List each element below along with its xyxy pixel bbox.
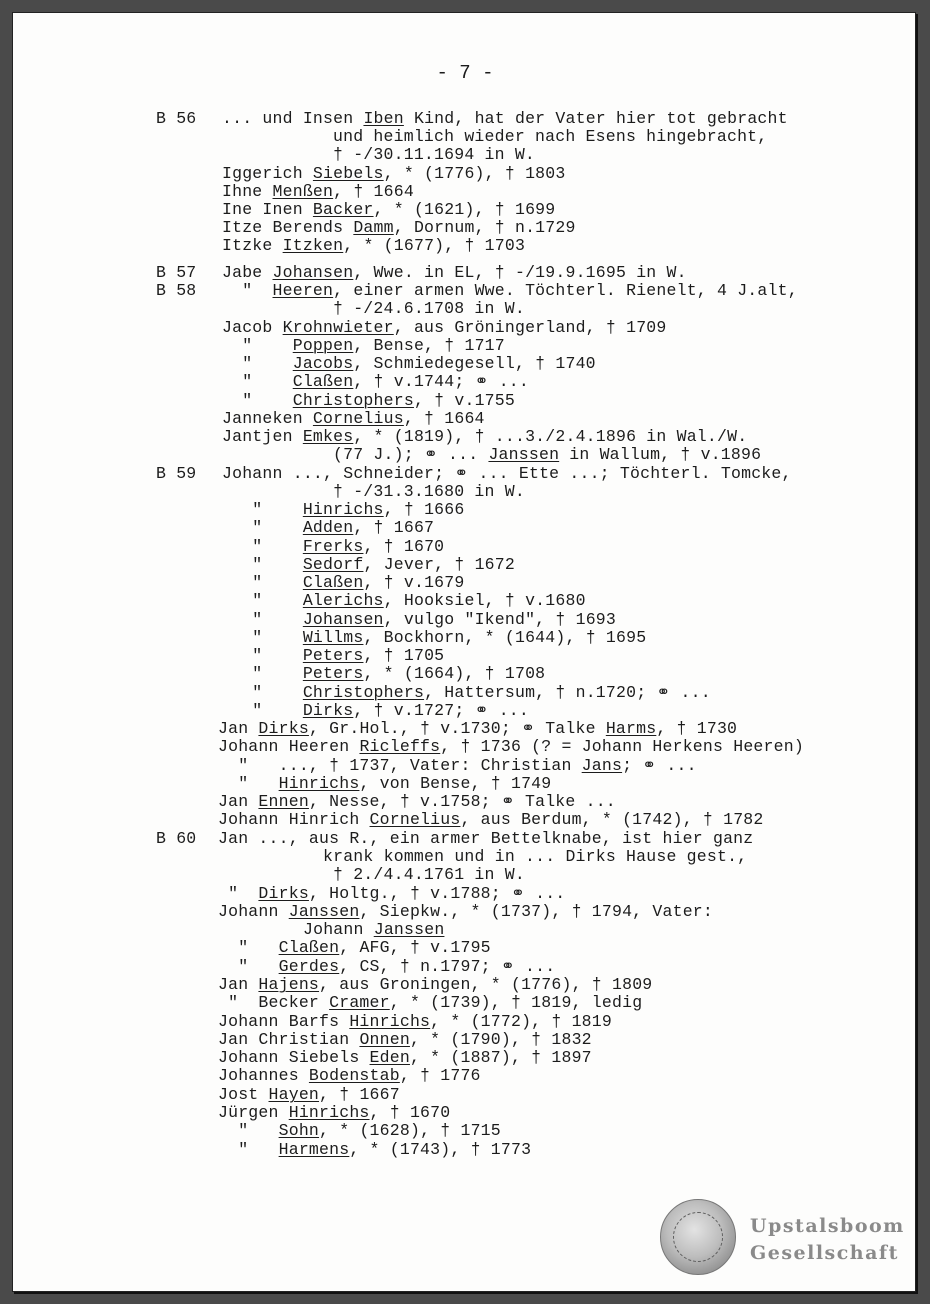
- surname: Cornelius: [369, 810, 461, 829]
- entry-text: [222, 556, 515, 574]
- entry-line: [0, 775, 930, 793]
- entry-segment: , Nesse, † v.1758; ⚭ Talke ...: [308, 792, 616, 811]
- entry-segment: , * (1621), † 1699: [373, 200, 556, 219]
- entry-segment: Johann ..., Schneider; ⚭ ... Ette ...; Töchterl. Tomcke,: [222, 464, 792, 483]
- entry-segment: Jürgen: [218, 1103, 289, 1122]
- entry-text: [218, 1049, 592, 1067]
- entry-line: [0, 592, 930, 610]
- entry-line: [0, 519, 930, 537]
- surname: Janssen: [488, 445, 560, 464]
- entry-text: [218, 1031, 592, 1049]
- entry-line: [0, 1049, 930, 1067]
- entry-segment: , † v.1679: [363, 573, 465, 592]
- entry-segment: , † 1664: [333, 182, 414, 201]
- entry-text: [333, 446, 761, 464]
- entry-segment: , Hattersum, † n.1720; ⚭ ...: [424, 683, 711, 702]
- entry-segment: ": [222, 573, 303, 592]
- entry-line: [0, 373, 930, 391]
- entry-segment: , Gr.Hol., † v.1730; ⚭ Talke: [308, 719, 606, 738]
- entry-text: [222, 165, 565, 183]
- surname: Siebels: [312, 164, 384, 183]
- section-marker: B 57: [156, 263, 197, 282]
- entry-line: [0, 128, 930, 146]
- entry-segment: , CS, † n.1797; ⚭ ...: [339, 957, 556, 976]
- entry-segment: Jan: [218, 719, 259, 738]
- entry-segment: Jost: [218, 1085, 269, 1104]
- surname: Claßen: [302, 573, 364, 592]
- entry-segment: , † 1664: [403, 409, 485, 428]
- entry-line: [0, 1122, 930, 1140]
- entry-line: [0, 939, 930, 957]
- entry-segment: und heimlich wieder nach Esens hingebracht,: [333, 127, 768, 146]
- entry-segment: † 2./4.4.1761 in W.: [333, 865, 525, 884]
- entry-segment: Jabe: [222, 263, 273, 282]
- surname: Johansen: [272, 263, 354, 282]
- entry-text: [222, 110, 788, 128]
- entry-segment: , * (1887), † 1897: [409, 1048, 592, 1067]
- entry-segment: ": [218, 774, 279, 793]
- entry-segment: ": [218, 1140, 279, 1159]
- surname: Hinrichs: [288, 1103, 370, 1122]
- entry-segment: , Holtg., † v.1788; ⚭ ...: [308, 884, 566, 903]
- entry-text: [222, 574, 464, 592]
- entry-text: [218, 830, 753, 848]
- entry-segment: ": [222, 591, 303, 610]
- entry-text: [218, 885, 565, 903]
- entry-segment: , Hooksiel, † v.1680: [383, 591, 586, 610]
- entry-text: [222, 592, 586, 610]
- entry-text: [218, 994, 642, 1012]
- entry-segment: Ine Inen: [222, 200, 313, 219]
- entry-text: [222, 355, 596, 373]
- entry-text: [222, 428, 747, 446]
- entry-text: [218, 1122, 501, 1140]
- entry-segment: , * (1664), † 1708: [363, 664, 546, 683]
- surname: Cornelius: [312, 409, 404, 428]
- surname: Hinrichs: [349, 1012, 431, 1031]
- surname: Jans: [581, 756, 623, 775]
- surname: Ricleffs: [359, 737, 441, 756]
- entry-line: [0, 183, 930, 201]
- entry-segment: , aus Berdum, * (1742), † 1782: [460, 810, 764, 829]
- entry-text: [218, 1104, 450, 1122]
- entry-line: [0, 392, 930, 410]
- entry-line: [0, 811, 930, 829]
- surname: Harmens: [278, 1140, 350, 1159]
- entry-text: [222, 665, 545, 683]
- entry-segment: ": [222, 391, 293, 410]
- entry-text: [222, 629, 646, 647]
- entry-text: [218, 939, 491, 957]
- section-marker: B 60: [156, 829, 197, 848]
- entry-text: [218, 958, 555, 976]
- surname: Dirks: [258, 719, 309, 738]
- entry-text: [222, 538, 444, 556]
- entry-segment: ": [218, 884, 259, 903]
- entry-line: [0, 1013, 930, 1031]
- entry-segment: ... und Insen: [222, 109, 364, 128]
- entry-segment: ": [218, 957, 279, 976]
- entry-segment: , † 1667: [353, 518, 435, 537]
- entry-line: [0, 1031, 930, 1049]
- entry-segment: ": [218, 938, 279, 957]
- entry-segment: , * (1776), † 1803: [383, 164, 566, 183]
- surname: Hinrichs: [278, 774, 360, 793]
- entry-text: [222, 702, 529, 720]
- entry-line: [0, 958, 930, 976]
- entry-line: [0, 1086, 930, 1104]
- surname: Itzken: [282, 236, 344, 255]
- entry-segment: Iggerich: [222, 164, 313, 183]
- entry-segment: ": [222, 683, 303, 702]
- entry-line: [0, 1141, 930, 1159]
- entry-text: [222, 183, 414, 201]
- surname: Sedorf: [302, 555, 364, 574]
- surname: Hajens: [258, 975, 320, 994]
- entry-text: [333, 483, 525, 501]
- surname: Alerichs: [302, 591, 384, 610]
- entry-segment: , aus Gröningerland, † 1709: [393, 318, 667, 337]
- entry-text: [222, 392, 515, 410]
- society-seal-icon: [660, 1199, 736, 1275]
- surname: Gerdes: [278, 957, 340, 976]
- surname: Claßen: [292, 372, 354, 391]
- entry-segment: , Bense, † 1717: [353, 336, 505, 355]
- entry-text: [218, 1086, 400, 1104]
- entry-text: [222, 282, 798, 300]
- entry-text: [218, 1013, 612, 1031]
- entry-segment: , * (1739), † 1819, ledig: [389, 993, 643, 1012]
- entry-line: [0, 165, 930, 183]
- entry-segment: Johann Barfs: [218, 1012, 350, 1031]
- entry-text: [222, 647, 444, 665]
- entry-segment: , † 1736 (? = Johann Herkens Heeren): [440, 737, 804, 756]
- entry-segment: Kind, hat der Vater hier tot gebracht: [403, 109, 788, 128]
- surname: Iben: [363, 109, 404, 128]
- entry-segment: Itzke: [222, 236, 283, 255]
- entry-segment: " ..., † 1737, Vater: Christian: [218, 756, 582, 775]
- entry-line: [0, 110, 930, 128]
- entry-segment: krank kommen und in ... Dirks Hause gest.,: [323, 847, 748, 866]
- entry-text: [222, 219, 576, 237]
- entry-line: [0, 976, 930, 994]
- entry-text: [222, 237, 525, 255]
- entry-text: [222, 465, 792, 483]
- entry-segment: Johann: [218, 902, 289, 921]
- entry-line: [0, 702, 930, 720]
- entry-text: [333, 128, 767, 146]
- entry-segment: , † 1670: [369, 1103, 451, 1122]
- entry-segment: Jantjen: [222, 427, 303, 446]
- entry-text: [222, 410, 485, 428]
- entry-line: [0, 1104, 930, 1122]
- entry-line: [0, 483, 930, 501]
- entry-segment: , † v.1755: [413, 391, 515, 410]
- entry-text: [333, 146, 535, 164]
- entry-segment: , AFG, † v.1795: [339, 938, 491, 957]
- entry-segment: , Schmiedegesell, † 1740: [353, 354, 596, 373]
- entry-segment: , Bockhorn, * (1644), † 1695: [363, 628, 647, 647]
- entry-segment: ": [222, 354, 293, 373]
- entry-segment: † -/30.11.1694 in W.: [333, 145, 536, 164]
- surname: Willms: [302, 628, 364, 647]
- entry-segment: † -/31.3.1680 in W.: [333, 482, 525, 501]
- entry-segment: , * (1628), † 1715: [319, 1121, 501, 1140]
- entry-segment: , Dornum, † n.1729: [393, 218, 576, 237]
- entry-segment: (77 J.); ⚭ ...: [333, 445, 489, 464]
- entry-line: [0, 720, 930, 738]
- entry-text: [218, 720, 737, 738]
- entry-text: [222, 373, 529, 391]
- surname: Janssen: [288, 902, 360, 921]
- entry-line: [0, 738, 930, 756]
- entry-text: [218, 976, 652, 994]
- entry-segment: Jan: [218, 792, 259, 811]
- entry-segment: ": [222, 336, 293, 355]
- surname: Christophers: [292, 391, 414, 410]
- entry-segment: , * (1772), † 1819: [430, 1012, 612, 1031]
- entry-segment: ": [222, 281, 273, 300]
- entry-text: [218, 775, 551, 793]
- surname: Bodenstab: [308, 1066, 400, 1085]
- entry-segment: , * (1677), † 1703: [343, 236, 526, 255]
- entry-line: [0, 757, 930, 775]
- entry-line: [0, 611, 930, 629]
- entry-line: [0, 319, 930, 337]
- entry-segment: Janneken: [222, 409, 313, 428]
- entry-segment: ": [222, 646, 303, 665]
- entry-segment: ": [222, 664, 303, 683]
- entry-segment: ; ⚭ ...: [622, 756, 697, 775]
- page-number: - 7 -: [436, 62, 494, 84]
- entry-line: [0, 538, 930, 556]
- surname: Poppen: [292, 336, 354, 355]
- entry-segment: , Jever, † 1672: [363, 555, 515, 574]
- entry-text: [222, 201, 555, 219]
- entry-text: [218, 903, 713, 921]
- entry-segment: Itze Berends: [222, 218, 354, 237]
- entry-line: [0, 219, 930, 237]
- entry-text: [333, 866, 525, 884]
- surname: Claßen: [278, 938, 340, 957]
- entry-line: [0, 465, 930, 483]
- entry-line: [0, 237, 930, 255]
- entry-text: [303, 921, 444, 939]
- entry-segment: Jan ..., aus R., ein armer Bettelknabe, ist hier ganz: [218, 829, 754, 848]
- brand-line-1: Upstalsboom: [750, 1215, 905, 1237]
- entry-line: [0, 556, 930, 574]
- entry-segment: ": [222, 500, 303, 519]
- surname: Frerks: [302, 537, 364, 556]
- entry-segment: , † 1730: [656, 719, 738, 738]
- entry-line: [0, 793, 930, 811]
- entry-segment: , * (1790), † 1832: [409, 1030, 592, 1049]
- entry-line: [0, 885, 930, 903]
- entry-text: [218, 1141, 531, 1159]
- entry-segment: , † 1667: [319, 1085, 400, 1104]
- entry-line: [0, 629, 930, 647]
- entry-line: [0, 866, 930, 884]
- entry-line: [0, 921, 930, 939]
- entry-segment: Johann Hinrich: [218, 810, 370, 829]
- surname: Hinrichs: [302, 500, 384, 519]
- entry-segment: , Wwe. in EL, † -/19.9.1695 in W.: [353, 263, 687, 282]
- entry-text: [222, 611, 616, 629]
- entry-segment: , † v.1744; ⚭ ...: [353, 372, 529, 391]
- entry-text: [222, 519, 434, 537]
- entry-line: [0, 428, 930, 446]
- surname: Harms: [605, 719, 657, 738]
- section-marker: B 58: [156, 281, 197, 300]
- entry-text: [222, 501, 464, 519]
- entry-line: [0, 501, 930, 519]
- entry-line: [0, 1067, 930, 1085]
- surname: Peters: [302, 646, 364, 665]
- surname: Jacobs: [292, 354, 354, 373]
- surname: Dirks: [258, 884, 309, 903]
- entry-line: [0, 574, 930, 592]
- section-marker: B 59: [156, 464, 197, 483]
- entry-text: [218, 757, 697, 775]
- section-marker: B 56: [156, 109, 197, 128]
- entry-segment: ": [222, 537, 303, 556]
- entry-text: [222, 319, 667, 337]
- entry-segment: in Wallum, † v.1896: [559, 445, 762, 464]
- entry-segment: , Siepkw., * (1737), † 1794, Vater:: [359, 902, 713, 921]
- surname: Sohn: [278, 1121, 320, 1140]
- surname: Peters: [302, 664, 364, 683]
- entry-segment: " Becker: [218, 993, 330, 1012]
- surname: Cramer: [329, 993, 390, 1012]
- surname: Eden: [369, 1048, 410, 1067]
- surname: Emkes: [302, 427, 354, 446]
- surname: Menßen: [272, 182, 334, 201]
- surname: Hayen: [268, 1085, 320, 1104]
- entry-text: [218, 793, 616, 811]
- entry-segment: Johann: [303, 920, 374, 939]
- entry-segment: ": [222, 628, 303, 647]
- entry-segment: ": [222, 610, 303, 629]
- entry-segment: Johann Siebels: [218, 1048, 370, 1067]
- entry-segment: † -/24.6.1708 in W.: [333, 299, 525, 318]
- surname: Damm: [353, 218, 394, 237]
- entry-segment: Johann Heeren: [218, 737, 360, 756]
- entry-line: [0, 848, 930, 866]
- entry-line: [0, 684, 930, 702]
- entry-text: [323, 848, 747, 866]
- entry-line: [0, 410, 930, 428]
- surname: Heeren: [272, 281, 334, 300]
- entry-segment: , einer armen Wwe. Töchterl. Rienelt, 4 J.alt,: [333, 281, 798, 300]
- entry-text: [218, 1067, 481, 1085]
- entry-segment: , * (1743), † 1773: [349, 1140, 532, 1159]
- entry-line: [0, 282, 930, 300]
- entry-line: [0, 337, 930, 355]
- entry-segment: , † 1666: [383, 500, 465, 519]
- entry-text: [222, 684, 711, 702]
- entry-text: [333, 300, 525, 318]
- entry-segment: ": [222, 701, 303, 720]
- surname: Christophers: [302, 683, 425, 702]
- entry-segment: , † 1776: [399, 1066, 481, 1085]
- entry-segment: ": [222, 372, 293, 391]
- surname: Onnen: [359, 1030, 410, 1049]
- entry-text: [218, 811, 764, 829]
- entry-segment: ": [222, 555, 303, 574]
- entry-segment: ": [218, 1121, 279, 1140]
- entry-text: [222, 337, 505, 355]
- entry-line: [0, 647, 930, 665]
- entry-segment: ": [222, 518, 303, 537]
- entry-text: [218, 738, 804, 756]
- entry-line: [0, 830, 930, 848]
- entry-segment: , vulgo "Ikend", † 1693: [383, 610, 616, 629]
- entry-line: [0, 146, 930, 164]
- entry-segment: Jan: [218, 975, 259, 994]
- entry-segment: Ihne: [222, 182, 273, 201]
- entry-segment: Jacob: [222, 318, 283, 337]
- surname: Dirks: [302, 701, 354, 720]
- entry-line: [0, 300, 930, 318]
- brand-line-2: Gesellschaft: [750, 1242, 899, 1264]
- entry-segment: , † 1705: [363, 646, 445, 665]
- entry-line: [0, 446, 930, 464]
- surname: Krohnwieter: [282, 318, 394, 337]
- entry-segment: , † 1670: [363, 537, 445, 556]
- entry-line: [0, 665, 930, 683]
- entry-segment: , aus Groningen, * (1776), † 1809: [319, 975, 653, 994]
- entry-text: [222, 264, 687, 282]
- surname: Backer: [312, 200, 374, 219]
- entry-segment: Johannes: [218, 1066, 309, 1085]
- entry-line: [0, 201, 930, 219]
- entry-segment: , † v.1727; ⚭ ...: [353, 701, 529, 720]
- surname: Janssen: [373, 920, 445, 939]
- entry-line: [0, 903, 930, 921]
- surname: Johansen: [302, 610, 384, 629]
- surname: Adden: [302, 518, 354, 537]
- surname: Ennen: [258, 792, 309, 811]
- entry-segment: , von Bense, † 1749: [359, 774, 552, 793]
- entry-line: [0, 264, 930, 282]
- entry-segment: Jan Christian: [218, 1030, 360, 1049]
- entry-line: [0, 355, 930, 373]
- entry-segment: , * (1819), † ...3./2.4.1896 in Wal./W.: [353, 427, 748, 446]
- entry-line: [0, 994, 930, 1012]
